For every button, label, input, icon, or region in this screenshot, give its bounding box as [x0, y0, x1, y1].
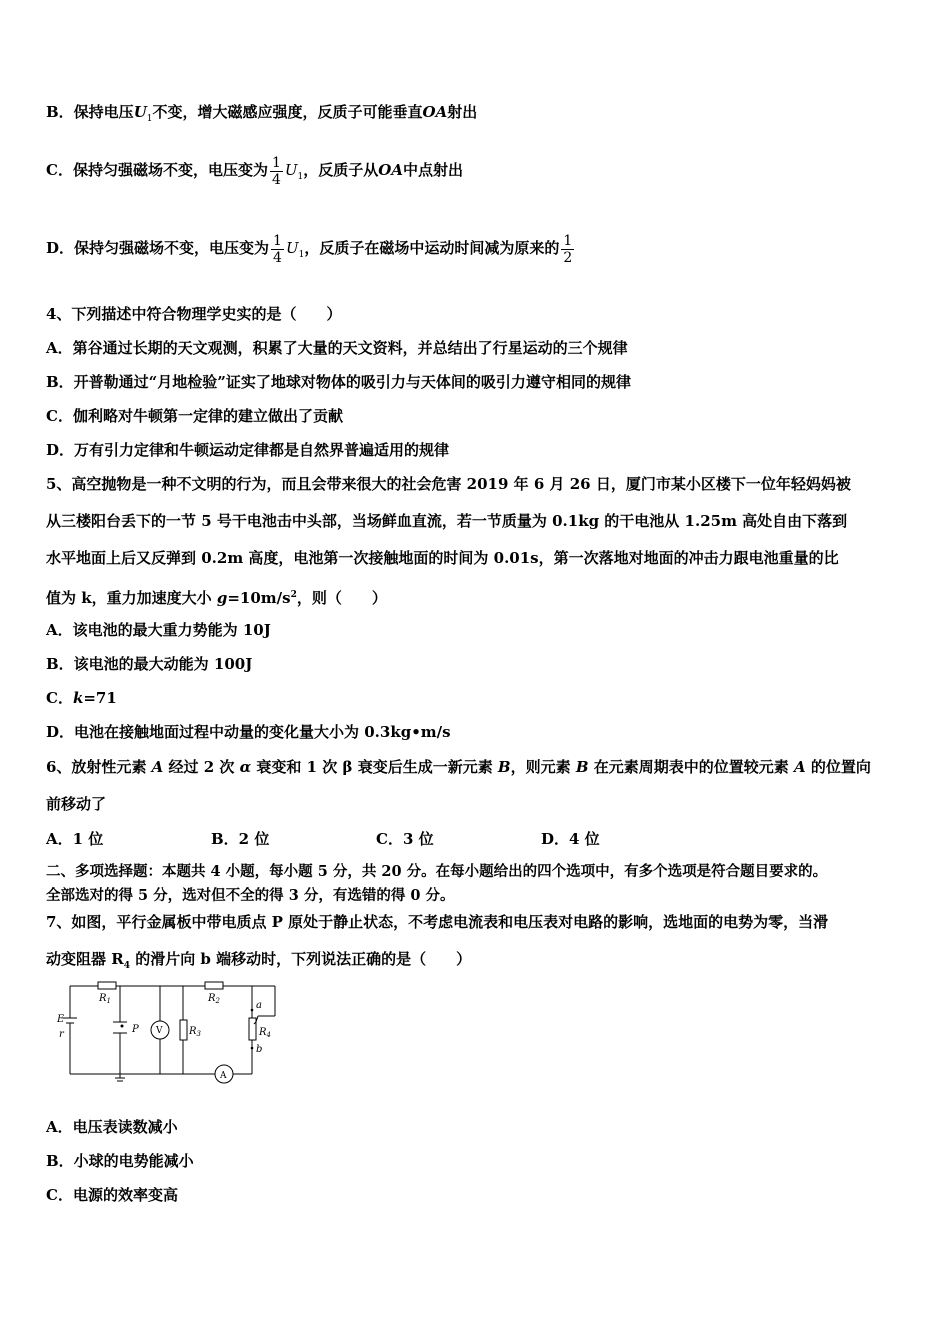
label-v: V: [156, 1026, 163, 1036]
q5-option-a: A．该电池的最大重力势能为 10J: [46, 621, 271, 639]
fraction-one-quarter: $\frac{1}{4}$: [271, 154, 281, 188]
label-a: a: [256, 1000, 262, 1011]
q4-stem: 4、下列描述中符合物理学史实的是（ ）: [46, 305, 342, 323]
q4-option-d: D．万有引力定律和牛顿运动定律都是自然界普遍适用的规律: [46, 441, 450, 459]
section2-heading-line1: 二、多项选择题：本题共 4 小题，每小题 5 分，共 20 分。在每小题给出的四个选项中，有多个选项是符合题目要求的。: [46, 863, 828, 880]
q5-option-d: D．电池在接触地面过程中动量的变化量大小为 0.3kg•m/s: [46, 723, 451, 741]
q7-option-c: C．电源的效率变高: [46, 1186, 178, 1204]
q3-option-c: C．保持匀强磁场不变，电压变为 $\frac{1}{4}$ $U_1$，反质子从OA中点射出: [46, 154, 464, 188]
q7-stem-line2: 动变阻器 $R_4$ 的滑片向 b 端移动时，下列说法正确的是（ ）: [46, 950, 472, 971]
q6-option-c: C．3 位: [376, 830, 434, 848]
q4-option-a: A．第谷通过长期的天文观测，积累了大量的天文资料，并总结出了行星运动的三个规律: [46, 339, 628, 357]
q7-stem-line1: 7、如图，平行金属板中带电质点 P 原处于静止状态，不考虑电流表和电压表对电路的影响，选地面的电势为零，当滑: [46, 913, 829, 931]
label-p: P: [132, 1024, 139, 1035]
rheostat-r4: [249, 1018, 256, 1040]
q6-option-b: B．2 位: [211, 830, 270, 848]
q5-stem-line1: 5、高空抛物是一种不文明的行为，而且会带来很大的社会危害 2019 年 6 月 26 日，厦门市某小区楼下一位年轻妈妈被: [46, 475, 851, 493]
q6-stem-line1: 6、放射性元素 A 经过 2 次 α 衰变和 1 次 β 衰变后生成一新元素 B，则元素 B 在元素周期表中的位置较元素 A 的位置向: [46, 758, 871, 776]
q3-option-b: B．保持电压$U_1$不变，增大磁感应强度，反质子可能垂直OA射出: [46, 103, 478, 124]
resistor-r1: [98, 982, 116, 989]
label-b: b: [256, 1044, 263, 1055]
label-r2: $R_2$: [208, 993, 220, 1005]
q5-option-b: B．该电池的最大动能为 100J: [46, 655, 253, 673]
q5-stem-line4: 值为 k，重力加速度大小 $g=10m/s^2$，则（ ）: [46, 589, 387, 607]
label-r: r: [59, 1029, 64, 1040]
q5-stem-line3: 水平地面上后又反弹到 0.2m 高度，电池第一次接触地面的时间为 0.01s，第一次落地对地面的冲击力跟电池重量的比: [46, 549, 839, 567]
q5-stem-line2: 从三楼阳台丢下的一节 5 号干电池击中头部，当场鲜血直流，若一节质量为 0.1kg 的干电池从 1.25m 高处自由下落到: [46, 512, 848, 530]
fraction-one-half: $\frac{1}{2}$: [563, 232, 573, 266]
label-r3: $R_3$: [189, 1026, 201, 1038]
q5-option-c: C．k=71: [46, 689, 117, 707]
section2-heading-line2: 全部选对的得 5 分，选对但不全的得 3 分，有选错的得 0 分。: [46, 887, 455, 904]
q6-option-d: D．4 位: [541, 830, 600, 848]
q7-option-b: B．小球的电势能减小: [46, 1152, 194, 1170]
q4-option-c: C．伽利略对牛顿第一定律的建立做出了贡献: [46, 407, 343, 425]
circuit-diagram: [55, 978, 290, 1086]
label-r1: $R_1$: [99, 993, 111, 1005]
q6-option-a: A．1 位: [46, 830, 104, 848]
label-ammeter: A: [220, 1071, 227, 1081]
q6-stem-line2: 前移动了: [46, 795, 107, 813]
q3-option-d: D．保持匀强磁场不变，电压变为 $\frac{1}{4}$ $U_1$，反质子在磁场中运动时间减为原来的 $\frac{1}{2}$: [46, 232, 573, 266]
resistor-r2: [205, 982, 223, 989]
fraction-one-quarter: $\frac{1}{4}$: [273, 232, 282, 266]
label-r4: $R_4$: [259, 1027, 271, 1039]
resistor-r3: [180, 1020, 187, 1040]
label-e: E: [57, 1014, 65, 1025]
q4-option-b: B．开普勒通过“月地检验”证实了地球对物体的吸引力与天体间的吸引力遵守相同的规律: [46, 373, 631, 391]
q7-option-a: A．电压表读数减小: [46, 1118, 178, 1136]
